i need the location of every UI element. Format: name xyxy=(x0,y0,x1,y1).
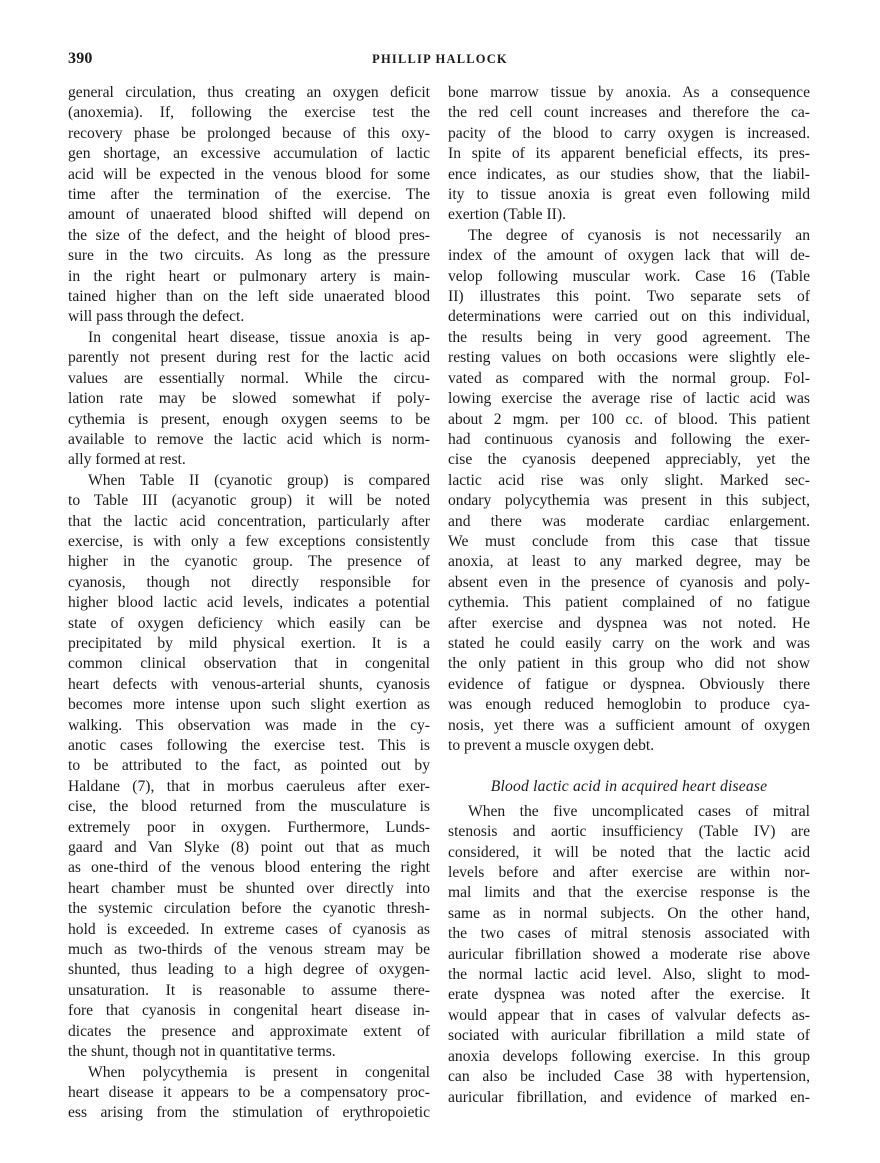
text-line: lactic acid rise was only slight. Marked sec- xyxy=(448,471,810,489)
text-line: time after the termination of the exercise. The xyxy=(68,186,430,204)
text-line: to prevent a muscle oxygen debt. xyxy=(448,737,655,754)
text-line: anoxia, at least to any marked degree, may be xyxy=(448,553,810,571)
text-line: When Table II (cyanotic group) is compared xyxy=(88,471,430,489)
text-line: exertion (Table II). xyxy=(448,206,566,224)
text-line: dicates the presence and approximate extent of xyxy=(68,1022,430,1040)
text-line: tained higher than on the left side unaerated blood xyxy=(68,288,430,306)
right-column-body-before-heading xyxy=(448,83,810,756)
text-line: velop following muscular work. Case 16 (Table xyxy=(448,267,810,285)
text-line: as one-third of the venous blood entering the right xyxy=(68,859,430,877)
text-line: precipitated by mild physical exertion. It is a xyxy=(68,634,430,652)
text-line: ity to tissue anoxia is great even following mild xyxy=(448,186,810,204)
paragraph xyxy=(68,328,430,471)
text-line: stenosis and aortic insufficiency (Table IV) are xyxy=(448,823,810,841)
text-line: vated as compared with the normal group. Fol- xyxy=(448,369,810,387)
page-number: 390 xyxy=(68,50,93,67)
text-line: the results being in very good agreement. The xyxy=(448,328,810,346)
text-line: that the lactic acid concentration, particularly after xyxy=(68,512,430,530)
text-line: In spite of its apparent beneficial effects, its pres- xyxy=(448,145,810,163)
text-line: to Table III (acyanotic group) it will be noted xyxy=(68,492,430,510)
text-line: bone marrow tissue by anoxia. As a consequence xyxy=(448,84,810,101)
text-line: cyanosis, though not directly responsible for xyxy=(68,573,430,591)
text-line: in the right heart or pulmonary artery is main- xyxy=(68,267,430,285)
text-line: When polycythemia is present in congenital xyxy=(88,1063,430,1081)
text-line: the shunt, though not in quantitative terms. xyxy=(68,1043,336,1061)
text-line: much as two-thirds of the venous stream may be xyxy=(68,941,430,959)
text-line: anoxia develops following exercise. In this group xyxy=(448,1047,810,1065)
text-line: lation rate may be slowed somewhat if poly- xyxy=(68,390,430,408)
text-line: absent even in the presence of cyanosis and poly- xyxy=(448,573,810,591)
text-line: values are essentially normal. While the circu- xyxy=(68,369,430,387)
text-line: the two cases of mitral stenosis associated with xyxy=(448,925,810,943)
paragraph xyxy=(68,471,430,1063)
text-line: In congenital heart disease, tissue anoxia is ap- xyxy=(88,328,430,346)
text-line: cise, the blood returned from the musculature is xyxy=(68,798,430,816)
text-line: ally formed at rest. xyxy=(68,451,186,469)
text-line: will pass through the defect. xyxy=(68,308,245,326)
text-line: amount of unaerated blood shifted will depend on xyxy=(68,206,430,224)
text-line: considered, it will be noted that the lactic acid xyxy=(448,843,810,861)
text-line: The degree of cyanosis is not necessarily an xyxy=(468,226,810,244)
left-column xyxy=(68,83,430,1124)
text-line: resting values on both occasions were slightly ele- xyxy=(448,349,810,367)
text-line: lowing exercise the average rise of lactic acid was xyxy=(448,390,810,408)
text-line: When the five uncomplicated cases of mitral xyxy=(468,802,810,820)
text-line: parently not present during rest for the lactic acid xyxy=(68,349,430,367)
text-line: pacity of the blood to carry oxygen is increased. xyxy=(448,124,810,142)
paragraph xyxy=(68,83,430,328)
text-line: higher blood lactic acid levels, indicates a potential xyxy=(68,594,430,612)
paragraph xyxy=(68,1063,430,1124)
text-line: about 2 mgm. per 100 cc. of blood. This patient xyxy=(448,410,810,428)
text-line: same as in normal subjects. On the other hand, xyxy=(448,904,810,922)
text-line: Haldane (7), that in morbus caeruleus after exer- xyxy=(68,777,430,795)
text-line: shunted, thus leading to a high degree of oxygen- xyxy=(68,961,430,979)
text-line: extremely poor in oxygen. Furthermore, Lunds- xyxy=(68,818,430,836)
text-line: auricular fibrillation, and evidence of marked en- xyxy=(448,1088,810,1106)
text-line: index of the amount of oxygen lack that will de- xyxy=(448,247,810,265)
text-line: determinations were carried out on this individual, xyxy=(448,308,810,326)
paragraph xyxy=(448,802,810,1108)
text-line: hold is exceeded. In extreme cases of cyanosis as xyxy=(68,920,430,938)
text-line: heart defects with venous-arterial shunts, cyanosis xyxy=(68,675,430,693)
text-line: becomes more intense upon such slight exertion as xyxy=(68,696,430,714)
text-line: common clinical observation that in congenital xyxy=(68,655,430,673)
text-line: general circulation, thus creating an oxygen deficit xyxy=(68,84,430,101)
text-line: exercise, is with only a few exceptions consistently xyxy=(68,532,430,550)
text-line: gaard and Van Slyke (8) point out that as much xyxy=(68,839,430,857)
text-line: walking. This observation was made in the cy- xyxy=(68,716,430,734)
right-column-body-after-heading xyxy=(448,802,810,1108)
text-line: cythemia. This patient complained of no fatigue xyxy=(448,594,810,612)
text-line: anotic cases following the exercise test. This is xyxy=(68,737,430,754)
text-line: the red cell count increases and therefore the ca- xyxy=(448,104,810,122)
text-line: heart chamber must be shunted over directly into xyxy=(68,879,430,897)
running-head: PHILLIP HALLOCK xyxy=(372,52,508,66)
text-line: auricular fibrillation showed a moderate rise above xyxy=(448,945,810,963)
text-line: state of oxygen deficiency which easily can be xyxy=(68,614,430,632)
text-line: the normal lactic acid level. Also, slight to mod- xyxy=(448,966,810,984)
text-line: (anoxemia). If, following the exercise test the xyxy=(68,104,430,122)
text-line: was enough reduced hemoglobin to produce cya- xyxy=(448,696,810,714)
paragraph xyxy=(448,226,810,757)
text-line: recovery phase be prolonged because of this oxy- xyxy=(68,124,430,142)
text-line: would appear that in cases of valvular defects as- xyxy=(448,1006,810,1024)
text-line: ess arising from the stimulation of erythropoietic xyxy=(68,1104,430,1122)
text-line: unsaturation. It is reasonable to assume there- xyxy=(68,981,430,999)
text-line: heart disease it appears to be a compensatory proc- xyxy=(68,1083,430,1101)
text-line: available to remove the lactic acid which is norm- xyxy=(68,430,430,448)
text-line: cise the cyanosis deepened appreciably, yet the xyxy=(448,451,810,469)
text-line: the size of the defect, and the height of blood pres- xyxy=(68,226,430,244)
text-line: and there was moderate cardiac enlargement. xyxy=(448,512,810,530)
text-line: fore that cyanosis in congenital heart disease in- xyxy=(68,1002,430,1020)
text-line: sociated with auricular fibrillation a mild state of xyxy=(448,1027,810,1045)
text-line: evidence of fatigue or dyspnea. Obviously there xyxy=(448,675,810,693)
text-line: sure in the two circuits. As long as the pressure xyxy=(68,247,430,265)
text-line: the only patient in this group who did not show xyxy=(448,655,810,673)
text-line: can also be included Case 38 with hypertension, xyxy=(448,1068,810,1086)
text-line: levels before and after exercise are within nor- xyxy=(448,864,810,882)
text-line: had continuous cyanosis and following the exer- xyxy=(448,430,810,448)
text-line: after exercise and dyspnea was not noted. He xyxy=(448,614,810,632)
text-line: gen shortage, an excessive accumulation of lactic xyxy=(68,145,430,163)
text-line: ondary polycythemia was present in this subject, xyxy=(448,492,810,510)
text-line: We must conclude from this case that tissue xyxy=(448,532,810,550)
text-line: cythemia is present, enough oxygen seems to be xyxy=(68,410,430,428)
text-line: erate dyspnea was noted after the exercise. It xyxy=(448,986,810,1004)
text-line: nosis, yet there was a sufficient amount of oxygen xyxy=(448,716,810,734)
text-line: ence indicates, as our studies show, that the liabil- xyxy=(448,165,810,183)
text-line: higher in the cyanotic group. The presence of xyxy=(68,553,430,571)
text-line: to be attributed to the fact, as pointed out by xyxy=(68,757,430,775)
text-line: stated he could easily carry on the work and was xyxy=(448,634,810,652)
text-line: the systemic circulation before the cyanotic thresh- xyxy=(68,900,430,918)
text-line: II) illustrates this point. Two separate sets of xyxy=(448,288,810,306)
paragraph xyxy=(448,83,810,226)
right-column xyxy=(448,83,810,1108)
section-heading: Blood lactic acid in acquired heart disease xyxy=(490,778,768,796)
text-line: mal limits and that the exercise response is the xyxy=(448,884,810,902)
text-line: acid will be expected in the venous blood for some xyxy=(68,165,430,183)
